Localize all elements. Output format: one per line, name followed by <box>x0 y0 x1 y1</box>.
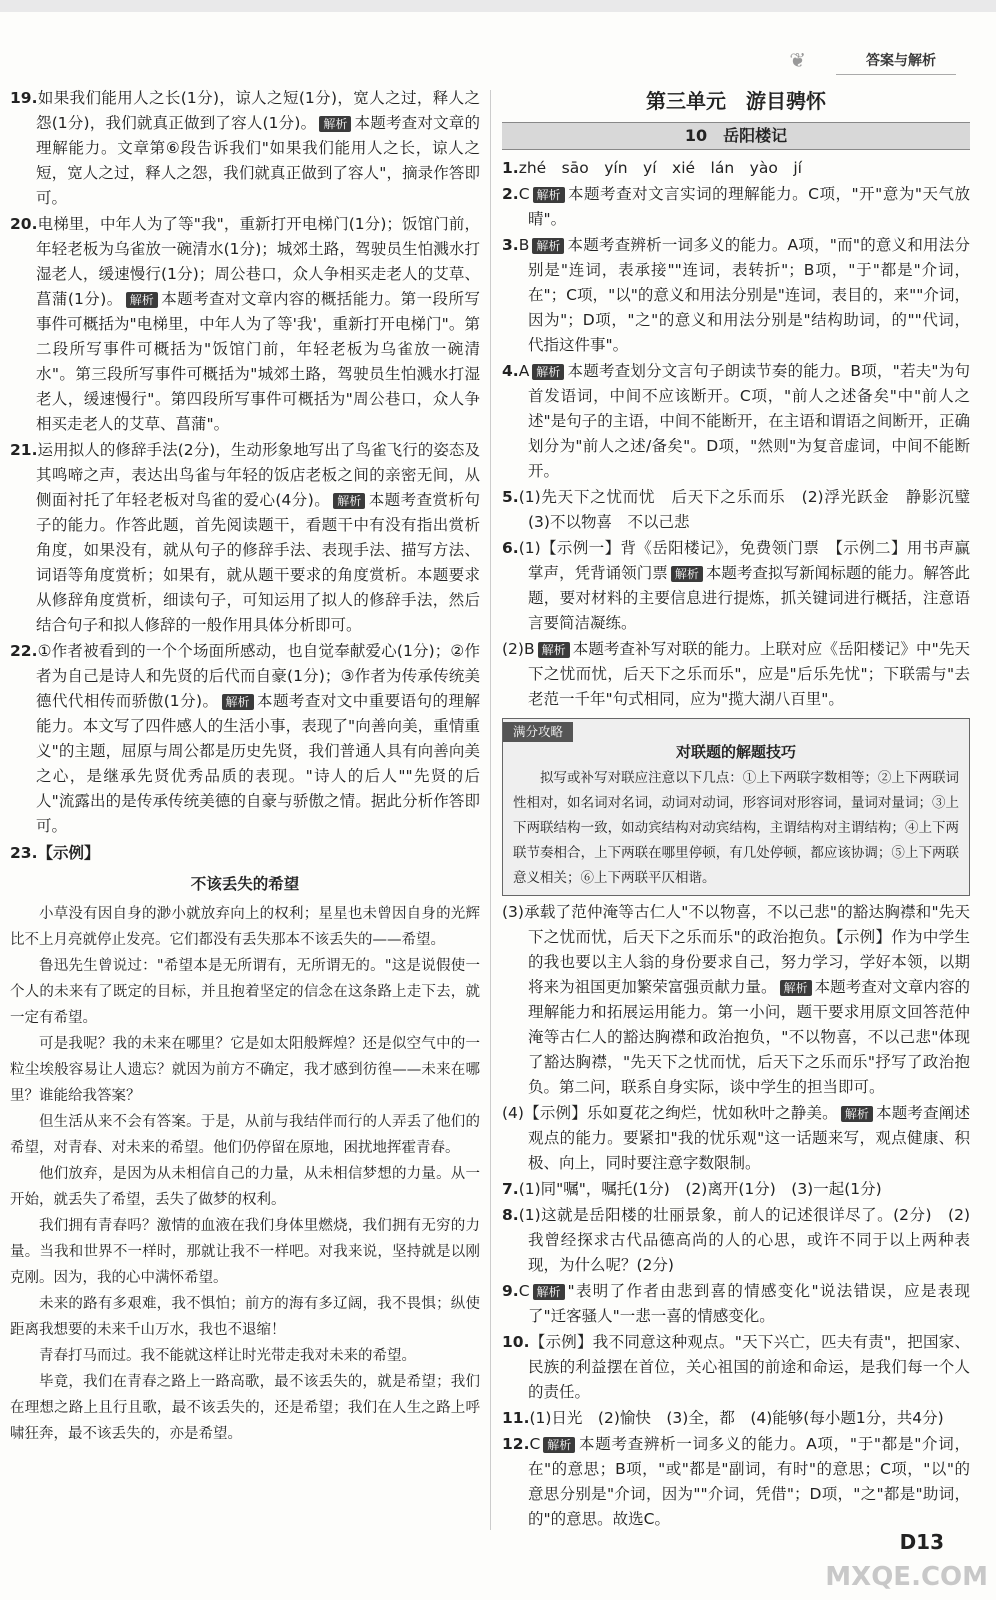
left-column <box>10 86 480 1447</box>
question-22: 22.①作者被看到的一个个场面所感动，也自觉奉献爱心(1分)；②作者为自己是诗人和先贤的后代而自豪(1分)；③作者为传承传统美德代代相传而骄傲(1分)。 解析 本题考查对文中重要语句的理解能力。本文写了四件感人的生活小事，表现了"向善向美，重情重义"的主题，屈原与周公都是历史先贤，我们普通人具有向善向美之心，是继承先贤优秀品质的表现。"诗人的后人""先贤的后人"流露出的是传承传统美德的自豪与骄傲之情。据此分析作答即可。 <box>10 642 480 835</box>
question-4: 4.A 解析 本题考查划分文言句子朗读节奏的能力。B项，"若夫"为句首发语词，中间不应该断开。C项，"前人之述备矣"中"前人之述"是句子的主语，中间不能断开，在主语和谓语之间断开，正确划分为"前人之述/备矣"。D项，"然则"为复音虚词，中间不能断开。 <box>502 362 970 480</box>
lesson-title: 10 岳阳楼记 <box>502 122 970 150</box>
header-divider <box>836 74 956 75</box>
tip-box <box>502 718 970 896</box>
essay-paragraph: 他们放弃，是因为从未相信自己的力量，从未相信梦想的力量。从一开始，就丢失了希望，丢失了做梦的权利。 <box>10 1166 480 1208</box>
question-6: 6.(1)【示例一】背《岳阳楼记》，免费领门票 【示例二】用书声赢掌声，凭背诵领门票 解析 本题考查拟写新闻标题的能力。解答此题，要对材料的主要信息进行提炼，抓关键词进行概括，注意语言要简洁凝练。 <box>502 539 970 632</box>
book-icon: ❦ <box>789 48 806 72</box>
question-11: 11.(1)日光 (2)愉快 (3)全，都 (4)能够(每小题1分，共4分) <box>502 1409 944 1427</box>
question-21: 21.运用拟人的修辞手法(2分)，生动形象地写出了鸟雀飞行的姿态及其鸣啼之声，表达出鸟雀与年轻的饭店老板之间的亲密无间，从侧面衬托了年轻老板对鸟雀的爱心(4分)。 解析 本题考查赏析句子的能力。作答此题，首先阅读题干，看题干中有没有指出赏析角度，如果没有，就从句子的修辞手法、表现手法、描写方法、词语等角度赏析；如果有，就从题干要求的角度赏析。本题要求从修辞角度赏析，细读句子，可知运用了拟人的修辞手法，然后结合句子和拟人修辞的一般作用具体分析即可。 <box>10 441 480 634</box>
section-label: 答案与解析 <box>866 53 936 69</box>
analysis-badge: 解析 <box>780 980 812 996</box>
essay-paragraph: 鲁迅先生曾说过："希望本是无所谓有，无所谓无的。"这是说假使一个人的未来有了既定的目标，并且抱着坚定的信念在这条路上走下去，就一定有希望。 <box>10 958 480 1026</box>
analysis-badge: 解析 <box>532 364 564 380</box>
analysis-badge: 解析 <box>533 187 565 203</box>
question-8: 8.(1)这就是岳阳楼的壮丽景象，前人的记述很详尽了。(2分) (2)我曾经探求古代品德高尚的人的心思，或许不同于以上两种表现，为什么呢？(2分) <box>502 1206 970 1274</box>
question-6-part-4: (4)【示例】乐如夏花之绚烂，忧如秋叶之静美。 解析 本题考查阐述观点的能力。要紧扣"我的忧乐观"这一话题来写，观点健康、积极、向上，同时要注意字数限制。 <box>502 1104 970 1172</box>
tip-title: 对联题的解题技巧 <box>675 743 796 761</box>
essay-title: 不该丢失的希望 <box>190 875 300 893</box>
analysis-badge: 解析 <box>319 116 351 132</box>
watermark: MXQE.COM <box>825 1562 988 1592</box>
question-23: 23.【示例】 <box>10 844 100 862</box>
essay-paragraph: 我们拥有青春吗？激情的血液在我们身体里燃烧，我们拥有无穷的力量。当我和世界不一样时，那就让我不一样吧。对我来说，坚持就是以刚克刚。因为，我的心中满怀希望。 <box>10 1218 480 1286</box>
question-1: 1.zhé sāo yín yí xié lán yào jí <box>502 159 802 177</box>
essay-paragraph: 毕竟，我们在青春之路上一路高歌，最不该丢失的，就是希望；我们在理想之路上且行且歌，最不该丢失的，还是希望；我们在人生之路上呼啸狂奔，最不该丢失的，亦是希望。 <box>10 1374 480 1442</box>
essay-paragraph: 可是我呢？我的未来在哪里？它是如太阳般辉煌？还是似空气中的一粒尘埃般容易让人遗忘？就因为前方不确定，我才感到彷徨——未来在哪里？谁能给我答案？ <box>10 1036 480 1104</box>
analysis-badge: 解析 <box>126 292 158 308</box>
analysis-badge: 解析 <box>222 694 254 710</box>
analysis-badge: 解析 <box>841 1106 873 1122</box>
question-19: 19.如果我们能用人之长(1分)，谅人之短(1分)，宽人之过，释人之怨(1分)，我们就真正做到了容人(1分)。 解析 本题考查对文章的理解能力。文章第⑥段告诉我们"如果我们能用人之长，谅人之短，宽人之过，释人之怨，我们就真正做到了容人"，摘录作答即可。 <box>10 89 480 207</box>
essay-paragraph: 青春打马而过。我不能就这样让时光带走我对未来的希望。 <box>39 1348 416 1364</box>
tip-tab: 满分攻略 <box>503 722 573 742</box>
question-9: 9.C 解析 "表明了作者由悲到喜的情感变化"说法错误，应是表现了"迁客骚人"一悲一喜的情感变化。 <box>502 1282 970 1325</box>
analysis-badge: 解析 <box>333 493 365 509</box>
column-divider <box>490 90 491 1530</box>
question-7: 7.(1)同"嘱"，嘱托(1分) (2)离开(1分) (3)一起(1分) <box>502 1180 882 1198</box>
page-number: D13 <box>899 1530 944 1554</box>
analysis-badge: 解析 <box>532 238 564 254</box>
analysis-badge: 解析 <box>671 566 703 582</box>
tip-body: 拟写或补写对联应注意以下几点：①上下两联字数相等；②上下两联词性相对，如名词对名词，动词对动词，形容词对形容词，量词对量词；③上下两联结构一致，如动宾结构对动宾结构，主谓结构对主谓结构；④上下两联节奏相合，上下两联在哪里停顿，有几处停顿，都应该协调；⑤上下两联意义相关；⑥上下两联平仄相谐。 <box>513 770 959 886</box>
question-5: 5.(1)先天下之忧而忧 后天下之乐而乐 (2)浮光跃金 静影沉璧 (3)不以物喜 不以己悲 <box>502 488 986 531</box>
right-column <box>502 86 986 1533</box>
analysis-badge: 解析 <box>543 1437 575 1453</box>
essay-paragraph: 未来的路有多艰难，我不惧怕；前方的海有多辽阔，我不畏惧；纵使距离我想要的未来千山万水，我也不退缩！ <box>10 1296 480 1338</box>
question-6-part-2: (2)B 解析 本题考查补写对联的能力。上联对应《岳阳楼记》中"先天下之忧而忧，后天下之乐而乐"，应是"后乐先忧"；下联需与"去老范一千年"句式相同，应为"揽大湖八百里"。 <box>502 640 970 708</box>
question-20: 20.电梯里，中年人为了等"我"，重新打开电梯门(1分)；饭馆门前，年轻老板为乌雀放一碗清水(1分)；城郊土路，驾驶员生怕溅水打湿老人，缓速慢行(1分)；周公巷口，众人争相买走老人的艾草、菖蒲(1分)。 解析 本题考查对文章内容的概括能力。第一段所写事件可概括为"电梯里，中年人为了等'我'，重新打开电梯门"。第二段所写事件可概括为"饭馆门前，年轻老板为乌雀放一碗清水"。第三段所写事件可概括为"城郊土路，驾驶员生怕溅水打湿老人，缓速慢行"。第四段所写事件可概括为"周公巷口，众人争相买走老人的艾草、菖蒲"。 <box>10 215 480 433</box>
question-2: 2.C 解析 本题考查对文言实词的理解能力。C项，"开"意为"天气放晴"。 <box>502 185 970 228</box>
unit-title: 第三单元 游目骋怀 <box>646 89 826 113</box>
question-6-part-3: (3)承载了范仲淹等古仁人"不以物喜，不以己悲"的豁达胸襟和"先天下之忧而忧，后天下之乐而乐"的政治抱负。【示例】作为中学生的我也要以主人翁的身份要求自己，努力学习，学好本领，以期将来为祖国更加繁荣富强贡献力量。 解析 本题考查对文章内容的理解能力和拓展运用能力。第一小问，题干要求用原文回答范仲淹等古仁人的豁达胸襟和政治抱负，"不以物喜，不以己悲"体现了豁达胸襟，"先天下之忧而忧，后天下之乐而乐"抒写了政治抱负。第二问，联系自身实际，谈中学生的担当即可。 <box>502 903 970 1096</box>
question-12: 12.C 解析 本题考查辨析一词多义的能力。A项，"于"都是"介词，在"的意思；B项，"或"都是"副词，有时"的意思；C项，"以"的意思分别是"介词，因为""介词，凭借"；D项，"之"都是"助词，的"的意思。故选C。 <box>502 1435 970 1528</box>
question-10: 10.【示例】我不同意这种观点。"天下兴亡，匹夫有责"，把国家、民族的利益摆在首位，关心祖国的前途和命运，是我们每一个人的责任。 <box>502 1333 970 1401</box>
question-3: 3.B 解析 本题考查辨析一词多义的能力。A项，"而"的意义和用法分别是"连词，表承接""连词，表转折"；B项，"于"都是"介词，在"；C项，"以"的意义和用法分别是"连词，表目的，来""介词，因为"；D项，"之"的意义和用法分别是"结构助词，的""代词，代指这件事"。 <box>502 236 970 354</box>
analysis-badge: 解析 <box>533 1284 565 1300</box>
analysis-badge: 解析 <box>538 642 570 658</box>
essay-paragraph: 小草没有因自身的渺小就放弃向上的权利；星星也未曾因自身的光辉比不上月亮就停止发亮。它们都没有丢失那本不该丢失的——希望。 <box>10 906 480 948</box>
essay-paragraph: 但生活从来不会有答案。于是，从前与我结伴而行的人弄丢了他们的希望，对青春、对未来的希望。他们仍停留在原地，困扰地挥霍青春。 <box>10 1114 480 1156</box>
top-bar <box>0 0 996 12</box>
